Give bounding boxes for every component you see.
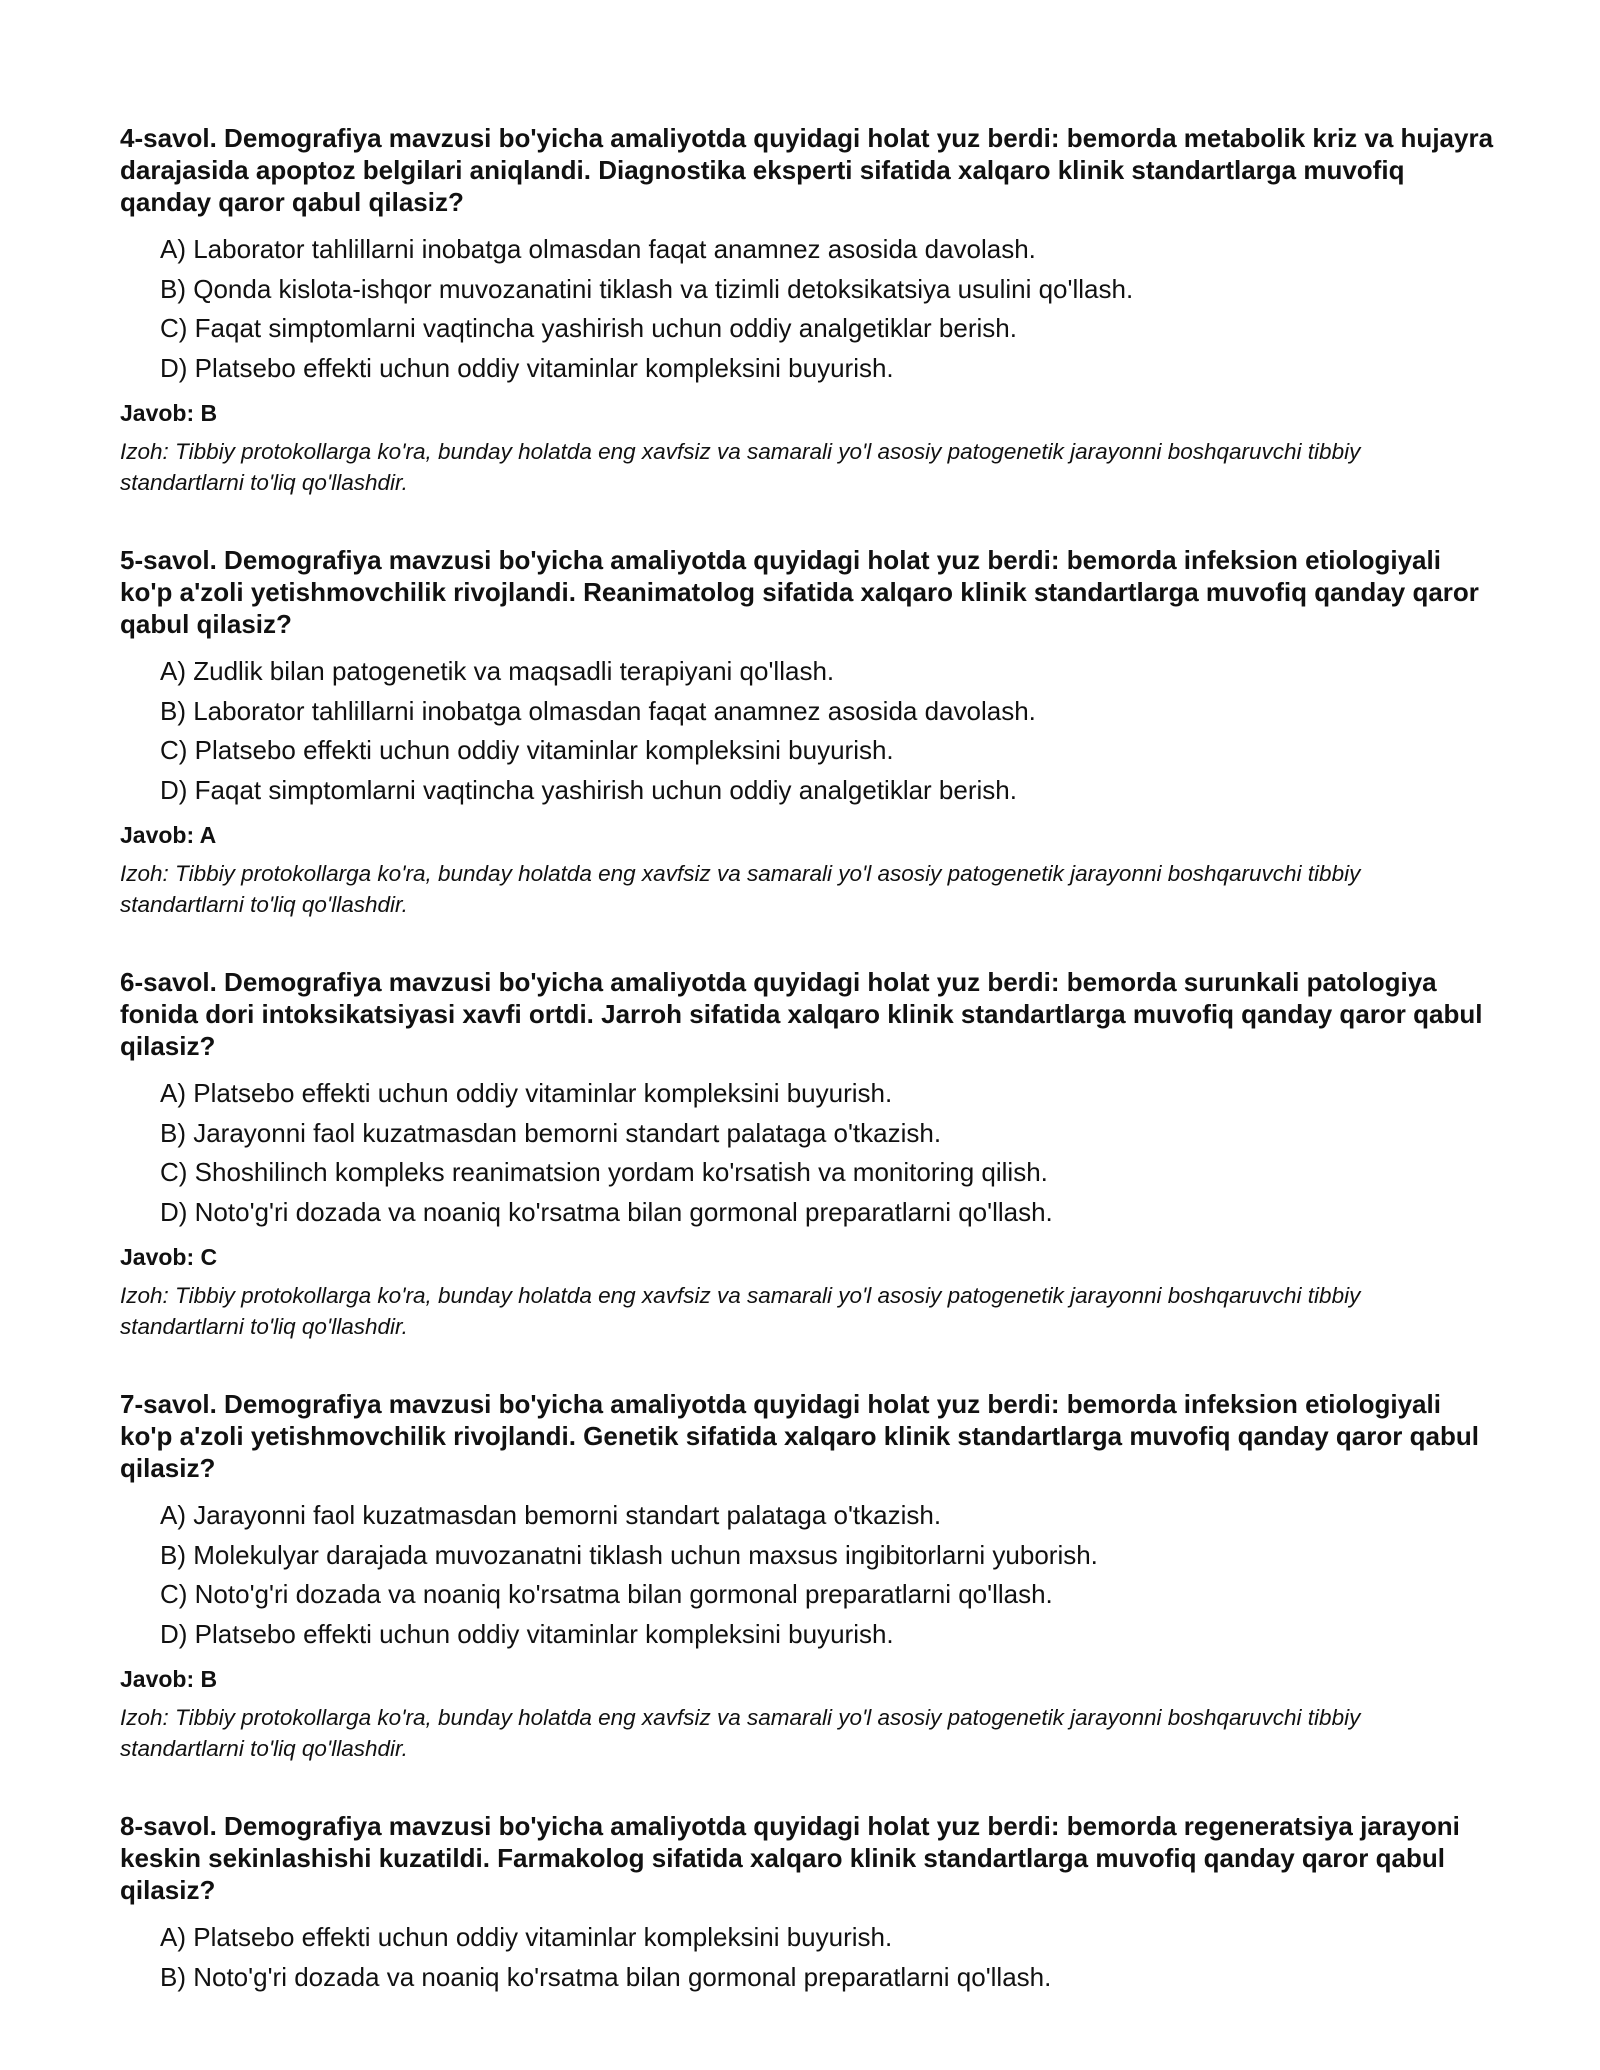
option-b: B) Molekulyar darajada muvozanatni tiklash uchun maxsus ingibitorlarni yuborish. <box>160 1539 1098 1570</box>
option-b: B) Noto'g'ri dozada va noaniq ko'rsatma bilan gormonal preparatlarni qo'llash. <box>160 1961 1052 1992</box>
question-block <box>120 1810 1500 1997</box>
option-d: D) Platsebo effekti uchun oddiy vitaminlar kompleksini buyurish. <box>160 1618 894 1649</box>
answer-key: Javob: C <box>120 1244 218 1270</box>
explanation-note: Izoh: Tibbiy protokollarga ko'ra, bunday holatda eng xavfsiz va samarali yo'l asosiy patogenetik jarayonni boshqaruvchi tibbiy standartlarni to'liq qo'llashdir. <box>120 861 1361 917</box>
option-c: C) Noto'g'ri dozada va noaniq ko'rsatma bilan gormonal preparatlarni qo'llash. <box>160 1579 1053 1609</box>
explanation-note: Izoh: Tibbiy protokollarga ko'ra, bunday holatda eng xavfsiz va samarali yo'l asosiy patogenetik jarayonni boshqaruvchi tibbiy standartlarni to'liq qo'llashdir. <box>120 1705 1361 1761</box>
option-b: B) Jarayonni faol kuzatmasdan bemorni standart palataga o'tkazish. <box>160 1117 942 1148</box>
explanation-note: Izoh: Tibbiy protokollarga ko'ra, bunday holatda eng xavfsiz va samarali yo'l asosiy patogenetik jarayonni boshqaruvchi tibbiy standartlarni to'liq qo'llashdir. <box>120 439 1361 495</box>
option-c: C) Shoshilinch kompleks reanimatsion yordam ko'rsatish va monitoring qilish. <box>160 1157 1048 1187</box>
question-block <box>120 966 1500 1342</box>
answer-key: Javob: B <box>120 400 218 426</box>
explanation-note: Izoh: Tibbiy protokollarga ko'ra, bunday holatda eng xavfsiz va samarali yo'l asosiy patogenetik jarayonni boshqaruvchi tibbiy standartlarni to'liq qo'llashdir. <box>120 1283 1361 1339</box>
question-block <box>120 122 1500 498</box>
question-text: 8-savol. Demografiya mavzusi bo'yicha amaliyotda quyidagi holat yuz berdi: bemorda regeneratsiya jarayoni keskin sekinlashishi kuzatildi. Farmakolog sifatida xalqaro klinik standartlarga muvofiq qanday qaror qabul qilasiz? <box>120 1811 1460 1905</box>
answer-options <box>120 1074 1500 1232</box>
answer-options <box>120 1496 1500 1654</box>
answer-options <box>120 1918 1500 1997</box>
answer-options <box>120 230 1500 388</box>
question-text: 4-savol. Demografiya mavzusi bo'yicha amaliyotda quyidagi holat yuz berdi: bemorda metabolik kriz va hujayra darajasida apoptoz belgilari aniqlandi. Diagnostika eksperti sifatida xalqaro klinik standartlarga muvofiq qanday qaror qabul qilasiz? <box>120 123 1494 217</box>
answer-key: Javob: A <box>120 822 217 848</box>
option-d: D) Noto'g'ri dozada va noaniq ko'rsatma bilan gormonal preparatlarni qo'llash. <box>160 1196 1053 1227</box>
question-block <box>120 1388 1500 1764</box>
option-a: A) Laborator tahlillarni inobatga olmasdan faqat anamnez asosida davolash. <box>160 234 1036 264</box>
option-a: A) Platsebo effekti uchun oddiy vitaminlar kompleksini buyurish. <box>160 1922 893 1952</box>
option-d: D) Platsebo effekti uchun oddiy vitaminlar kompleksini buyurish. <box>160 352 894 383</box>
answer-key: Javob: B <box>120 1666 218 1692</box>
question-text: 7-savol. Demografiya mavzusi bo'yicha amaliyotda quyidagi holat yuz berdi: bemorda infeksion etiologiyali ko'p a'zoli yetishmovchilik rivojlandi. Genetik sifatida xalqaro klinik standartlarga muvofiq qanday qaror qabul qilasiz? <box>120 1389 1479 1483</box>
option-a: A) Platsebo effekti uchun oddiy vitaminlar kompleksini buyurish. <box>160 1078 893 1108</box>
answer-options <box>120 652 1500 810</box>
option-d: D) Faqat simptomlarni vaqtincha yashirish uchun oddiy analgetiklar berish. <box>160 774 1017 805</box>
option-c: C) Faqat simptomlarni vaqtincha yashirish uchun oddiy analgetiklar berish. <box>160 313 1017 343</box>
option-b: B) Qonda kislota-ishqor muvozanatini tiklash va tizimli detoksikatsiya usulini qo'llash. <box>160 273 1134 304</box>
option-a: A) Jarayonni faol kuzatmasdan bemorni standart palataga o'tkazish. <box>160 1500 942 1530</box>
option-b: B) Laborator tahlillarni inobatga olmasdan faqat anamnez asosida davolash. <box>160 695 1036 726</box>
option-c: C) Platsebo effekti uchun oddiy vitaminlar kompleksini buyurish. <box>160 735 894 765</box>
question-text: 6-savol. Demografiya mavzusi bo'yicha amaliyotda quyidagi holat yuz berdi: bemorda surunkali patologiya fonida dori intoksikatsiyasi xavfi ortdi. Jarroh sifatida xalqaro klinik standartlarga muvofiq qanday qaror qabul qilasiz? <box>120 967 1483 1061</box>
option-a: A) Zudlik bilan patogenetik va maqsadli terapiyani qo'llash. <box>160 656 835 686</box>
question-text: 5-savol. Demografiya mavzusi bo'yicha amaliyotda quyidagi holat yuz berdi: bemorda infeksion etiologiyali ko'p a'zoli yetishmovchilik rivojlandi. Reanimatolog sifatida xalqaro klinik standartlarga muvofiq qanday qaror qabul qilasiz? <box>120 545 1479 639</box>
question-block <box>120 544 1500 920</box>
document-page <box>120 122 1500 2043</box>
